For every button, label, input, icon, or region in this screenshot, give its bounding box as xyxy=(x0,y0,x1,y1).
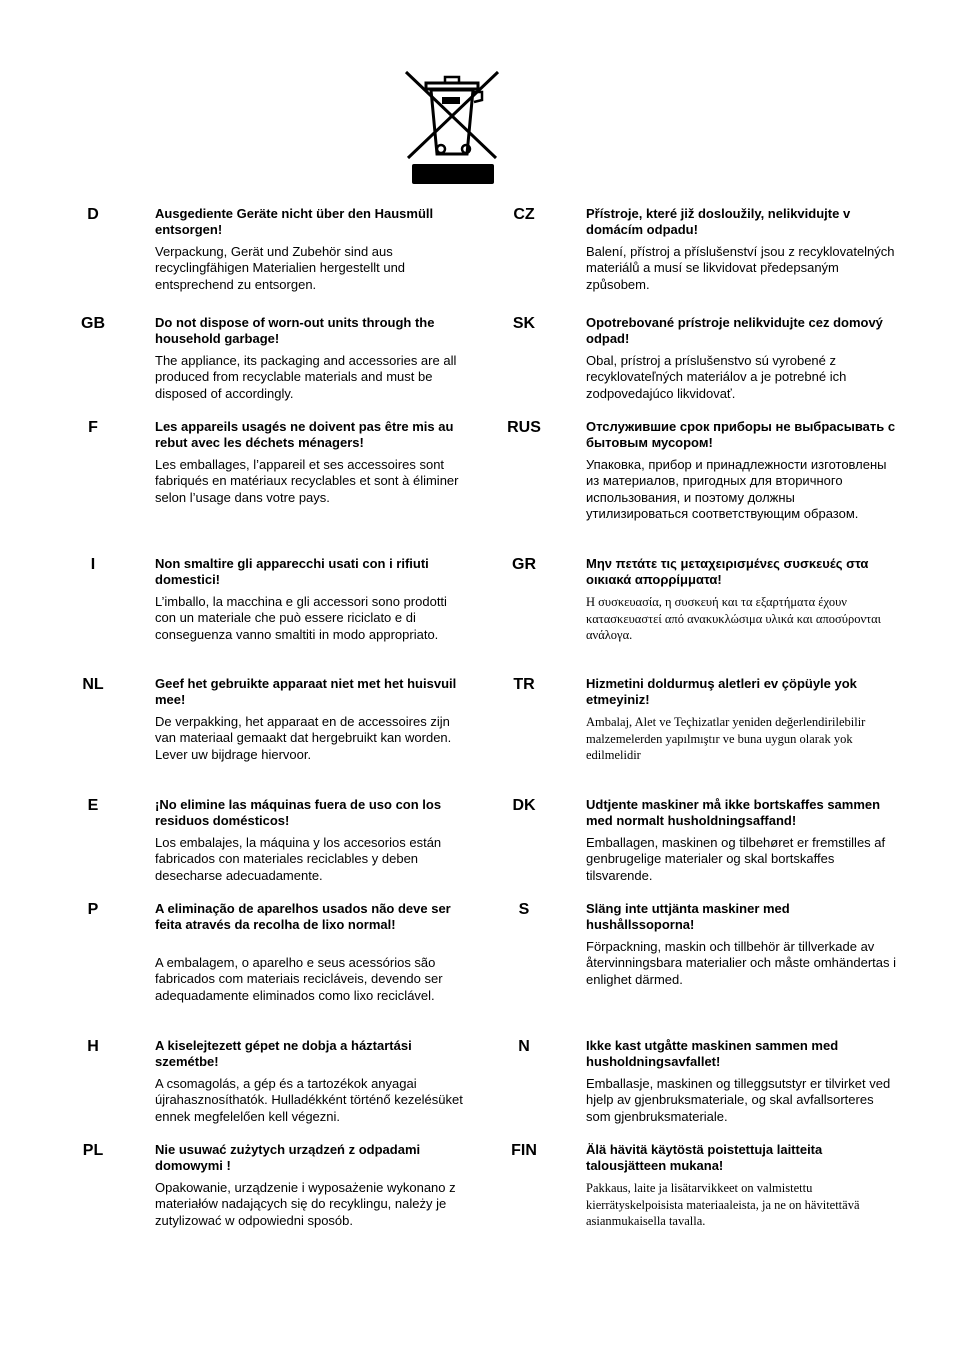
entry-heading: Nie usuwać zużytych urządzeń z odpadami domowymi ! xyxy=(155,1142,421,1174)
entry-heading: Отслужившие срок приборы не выбрасывать с бытовым мусором! xyxy=(586,419,896,451)
language-code: RUS xyxy=(507,419,541,436)
entry-body: Obal, prístroj a príslušenstvo sú vyrobené z recyklovateľných materiálov a je potrebné ich zodpovedajúco likvidovať. xyxy=(586,353,847,401)
language-code: E xyxy=(87,797,99,814)
entry-body: De verpakking, het apparaat en de accessoires zijn van materiaal gemaakt dat hergebruikt kan worden. Lever uw bijdrage hiervoor. xyxy=(155,714,452,762)
language-code: H xyxy=(87,1038,99,1055)
language-code: NL xyxy=(82,676,104,693)
entry-body: Balení, přístroj a příslušenství jsou z recyklovatelných materiálů a musí se likvidovat předepsaným způsobem. xyxy=(586,244,895,292)
entry-body: A embalagem, o aparelho e seus acessórios são fabricados com materiais recicláveis, devendo ser adequadamente eliminados como lixo reciclável. xyxy=(155,955,443,1003)
language-code: SK xyxy=(512,315,536,332)
language-code: PL xyxy=(82,1142,104,1159)
entry-heading: Opotrebované prístroje nelikvidujte cez domový odpad! xyxy=(586,315,883,347)
entry-heading: Släng inte uttjänta maskiner med hushållssoporna! xyxy=(586,901,790,933)
entry-body: Pakkaus, laite ja lisätarvikkeet on valmistettu kierrätyskelpoisista materiaaleista, ja ne on hävitettävä asianmukaisella tavalla. xyxy=(586,1181,860,1228)
entry-body: Verpackung, Gerät und Zubehör sind aus recyclingfähigen Materialien hergestellt und entsprechend zu entsorgen. xyxy=(155,244,406,292)
language-code: I xyxy=(90,556,96,573)
entry-heading: A kiselejtezett gépet ne dobja a háztartási szemétbe! xyxy=(155,1038,412,1070)
entry-heading: Geef het gebruikte apparaat niet met het huisvuil mee! xyxy=(155,676,457,708)
entry-body: Opakowanie, urządzenie i wyposażenie wykonano z materiałów nadających się do recyklingu, należy je zutylizować w odpowiedni sposób. xyxy=(155,1180,456,1228)
entry-heading: Hizmetini doldurmuş aletleri ev çöpüyle yok etmeyiniz! xyxy=(586,676,857,708)
entry-body: A csomagolás, a gép és a tartozékok anyagai újrahasznosíthatók. Hulladékként történő kezelésüket ennek megfelelően kell végezni. xyxy=(155,1076,463,1124)
entry-body: Los embalajes, la máquina y los accesorios están fabricados con materiales reciclables y deben desecharse adecuadamente. xyxy=(155,835,442,883)
entry-heading: Älä hävitä käytöstä poistettuja laitteita talousjätteen mukana! xyxy=(586,1142,823,1174)
entry-body: Emballasje, maskinen og tilleggsutstyr er tilvirket ved hjelp av gjenbruksmateriale, og skal avfallsorteres som gjenbruksmateriale. xyxy=(586,1076,891,1124)
language-code: P xyxy=(87,901,99,918)
entry-body: Förpackning, maskin och tillbehör är tillverkade av återvinningsbara materialier och måste omhändertas i enlighet därmed. xyxy=(586,939,896,987)
entry-body: Emballagen, maskinen og tilbehøret er fremstilles af genbrugelige materialer og skal bortskaffes tilsvarende. xyxy=(586,835,886,883)
language-code: TR xyxy=(513,676,535,693)
language-code: GB xyxy=(81,315,105,332)
entry-body: Ambalaj, Alet ve Teçhizatlar yeniden değerlendirilebilir malzemelerden yapılmıştır ve buna uygun olarak yok edilmelidir xyxy=(586,715,866,762)
entry-body: Les emballages, l’appareil et ses accessoires sont fabriqués en matériaux recyclables et sont à éliminer selon l’usage dans votre pays. xyxy=(155,457,459,505)
entry-heading: Přístroje, které již dosloužily, nelikvidujte v domácím odpadu! xyxy=(586,206,851,238)
entry-heading: Udtjente maskiner må ikke bortskaffes sammen med normalt husholdningsaffand! xyxy=(586,797,881,829)
entry-heading: Ausgediente Geräte nicht über den Hausmüll entsorgen! xyxy=(155,206,434,238)
language-code: S xyxy=(518,901,530,918)
entry-heading: Ikke kast utgåtte maskinen sammen med husholdningsavfallet! xyxy=(586,1038,839,1070)
language-code: CZ xyxy=(513,206,535,223)
entry-heading: A eliminação de aparelhos usados não deve ser feita através da recolha de lixo normal! xyxy=(155,901,451,933)
entry-heading: Do not dispose of worn-out units through the household garbage! xyxy=(155,315,435,347)
language-code: F xyxy=(88,419,98,436)
entry-heading: Non smaltire gli apparecchi usati con i rifiuti domestici! xyxy=(155,556,429,588)
entry-heading: Μην πετάτε τις μεταχειρισμένες συσκευές στα οικιακά απορρίμματα! xyxy=(586,556,869,588)
language-code: FIN xyxy=(511,1142,537,1159)
crossed-out-wheelie-bin-icon xyxy=(404,70,500,185)
language-code: GR xyxy=(512,556,536,573)
entry-body: Упаковка, прибор и принадлежности изготовлены из материалов, пригодных для вторичного использования, и поэтому должны утилизироваться соответствующим образом. xyxy=(586,457,887,522)
language-code: DK xyxy=(512,797,536,814)
entry-body: Η συσκευασία, η συσκευή και τα εξαρτήματα έχουν κατασκευαστεί από ανακυκλώσιμα υλικά και αποσύρονται ανάλογα. xyxy=(586,595,882,642)
entry-body: L’imballo, la macchina e gli accessori sono prodotti con un materiale che può essere riciclato e di conseguenza vanno smaltiti in modo appropriato. xyxy=(155,594,447,642)
language-code: D xyxy=(87,206,99,223)
language-code: N xyxy=(518,1038,530,1055)
entry-heading: Les appareils usagés ne doivent pas être mis au rebut avec les déchets ménagers! xyxy=(155,419,454,451)
entry-heading: ¡No elimine las máquinas fuera de uso con los residuos domésticos! xyxy=(155,797,442,829)
entry-body: The appliance, its packaging and accessories are all produced from recyclable materials and must be disposed of accordingly. xyxy=(155,353,457,401)
